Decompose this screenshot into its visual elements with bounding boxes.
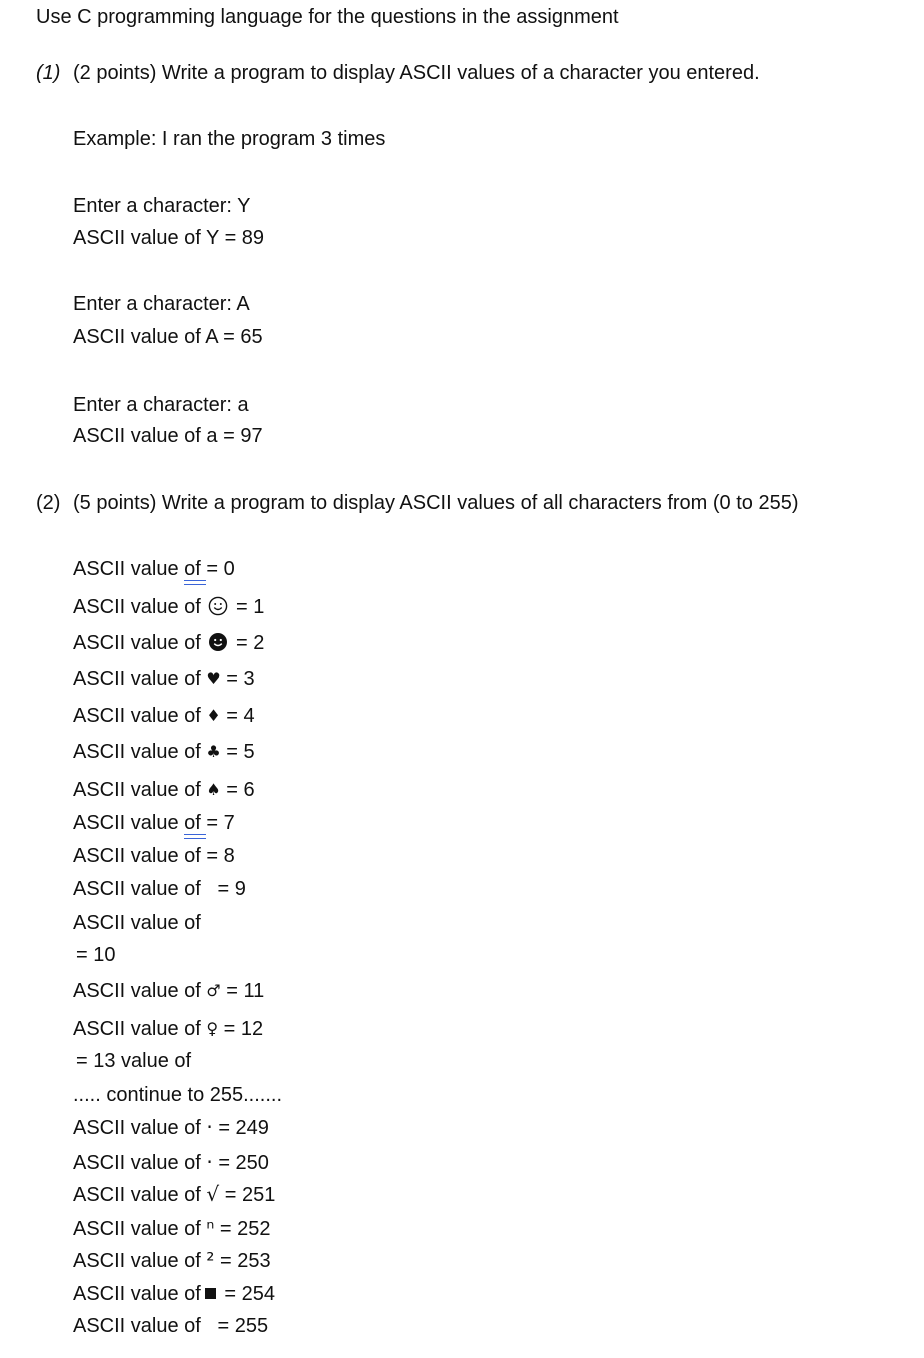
ascii-line-prefix: ASCII value of	[73, 980, 201, 1002]
of-word: of	[184, 558, 207, 580]
ascii-line-value: = 4	[220, 705, 255, 727]
spellcheck-underline	[184, 811, 206, 835]
ascii-line-10-part-1: ASCII value of	[73, 912, 201, 934]
double-underline-mark	[184, 580, 206, 585]
black-smiley-icon	[208, 632, 228, 652]
ascii-line-value: = 7	[206, 812, 235, 834]
ascii-line-12	[73, 1017, 263, 1041]
superscript-n-icon: ⁿ	[206, 1216, 215, 1240]
run-3-result: ASCII value of a = 97	[73, 425, 263, 447]
ascii-line-prefix: ASCII value of	[73, 741, 201, 763]
club-icon: ♣	[206, 742, 221, 761]
spellcheck-underline	[184, 557, 206, 581]
ascii-line-value: = 12	[218, 1018, 264, 1040]
ascii-line-prefix: ASCII value of	[73, 705, 201, 727]
female-sign-icon: ♀	[206, 1019, 219, 1038]
question-2-number: (2)	[36, 492, 61, 514]
ascii-line-value: = 249	[212, 1117, 269, 1139]
assignment-intro: Use C programming language for the questions in the assignment	[36, 6, 619, 28]
continue-note: ..... continue to 255.......	[73, 1084, 283, 1106]
ascii-line-7	[73, 811, 235, 835]
ascii-line-251	[73, 1182, 275, 1206]
run-1-prompt: Enter a character: Y	[73, 195, 251, 217]
ascii-line-prefix: ASCII value	[73, 558, 185, 580]
ascii-line-13: = 13 value of	[76, 1050, 192, 1072]
question-1-number: (1)	[36, 62, 61, 84]
ascii-line-3	[73, 667, 255, 691]
male-sign-icon: ♂	[206, 981, 221, 1000]
ascii-line-value: = 2	[230, 632, 265, 654]
ascii-line-value: = 254	[218, 1283, 276, 1305]
ascii-line-253	[73, 1248, 271, 1272]
heart-icon: ♥	[206, 669, 221, 688]
square-root-icon: √	[206, 1182, 220, 1206]
ascii-line-249	[73, 1115, 269, 1139]
ascii-line-prefix: ASCII value of	[73, 1018, 201, 1040]
ascii-line-255: ASCII value of = 255	[73, 1315, 269, 1337]
example-label: Example: I ran the program 3 times	[73, 128, 386, 150]
black-square-icon	[205, 1288, 216, 1299]
ascii-line-0	[73, 557, 235, 581]
ascii-line-value: = 252	[214, 1218, 271, 1240]
ascii-line-value: = 251	[219, 1184, 276, 1206]
ascii-line-5	[73, 740, 255, 764]
ascii-line-prefix: ASCII value of	[73, 1250, 201, 1272]
ascii-line-value: = 3	[220, 668, 255, 690]
run-2-result: ASCII value of A = 65	[73, 326, 263, 348]
run-1-result: ASCII value of Y = 89	[73, 227, 265, 249]
ascii-line-value: = 253	[214, 1250, 271, 1272]
question-2-text: (5 points) Write a program to display ASCII values of all characters from (0 to 255)	[73, 492, 799, 514]
ascii-line-2	[73, 631, 264, 655]
ascii-line-prefix: ASCII value of	[73, 596, 201, 618]
middle-dot-icon: ·	[206, 1150, 213, 1174]
ascii-line-prefix: ASCII value	[73, 812, 185, 834]
ascii-line-4	[73, 704, 255, 728]
run-2-prompt: Enter a character: A	[73, 293, 250, 315]
white-smiley-icon	[208, 596, 228, 616]
ascii-line-prefix: ASCII value of	[73, 1152, 201, 1174]
of-word: of	[184, 812, 207, 834]
ascii-line-value: = 0	[206, 558, 235, 580]
ascii-line-10-part-2: = 10	[76, 944, 116, 966]
ascii-line-prefix: ASCII value of	[73, 1283, 201, 1305]
ascii-line-11	[73, 979, 264, 1003]
double-underline-mark	[184, 834, 206, 839]
ascii-line-value: = 1	[230, 596, 265, 618]
question-1-text: (2 points) Write a program to display ASCII values of a character you entered.	[73, 62, 760, 84]
ascii-line-prefix: ASCII value of	[73, 668, 201, 690]
superscript-two-icon: ²	[206, 1248, 215, 1272]
ascii-line-value: = 5	[220, 741, 255, 763]
ascii-line-9: ASCII value of = 9	[73, 878, 246, 900]
ascii-line-254	[73, 1282, 275, 1306]
ascii-line-prefix: ASCII value of	[73, 779, 201, 801]
ascii-line-prefix: ASCII value of	[73, 632, 201, 654]
ascii-line-prefix: ASCII value of	[73, 1218, 201, 1240]
ascii-line-1	[73, 595, 264, 619]
ascii-line-value: = 11	[220, 980, 265, 1002]
ascii-line-prefix: ASCII value of	[73, 1117, 201, 1139]
ascii-line-value: = 6	[220, 779, 255, 801]
run-3-prompt: Enter a character: a	[73, 394, 249, 416]
middle-dot-icon: ·	[206, 1115, 213, 1139]
ascii-line-prefix: ASCII value of	[73, 1184, 201, 1206]
diamond-icon: ♦	[206, 706, 221, 725]
ascii-line-6	[73, 778, 255, 802]
ascii-line-250	[73, 1150, 269, 1174]
ascii-line-252	[73, 1216, 271, 1240]
ascii-line-8: ASCII value of = 8	[73, 845, 235, 867]
spade-icon: ♠	[206, 780, 221, 799]
ascii-line-value: = 250	[212, 1152, 269, 1174]
